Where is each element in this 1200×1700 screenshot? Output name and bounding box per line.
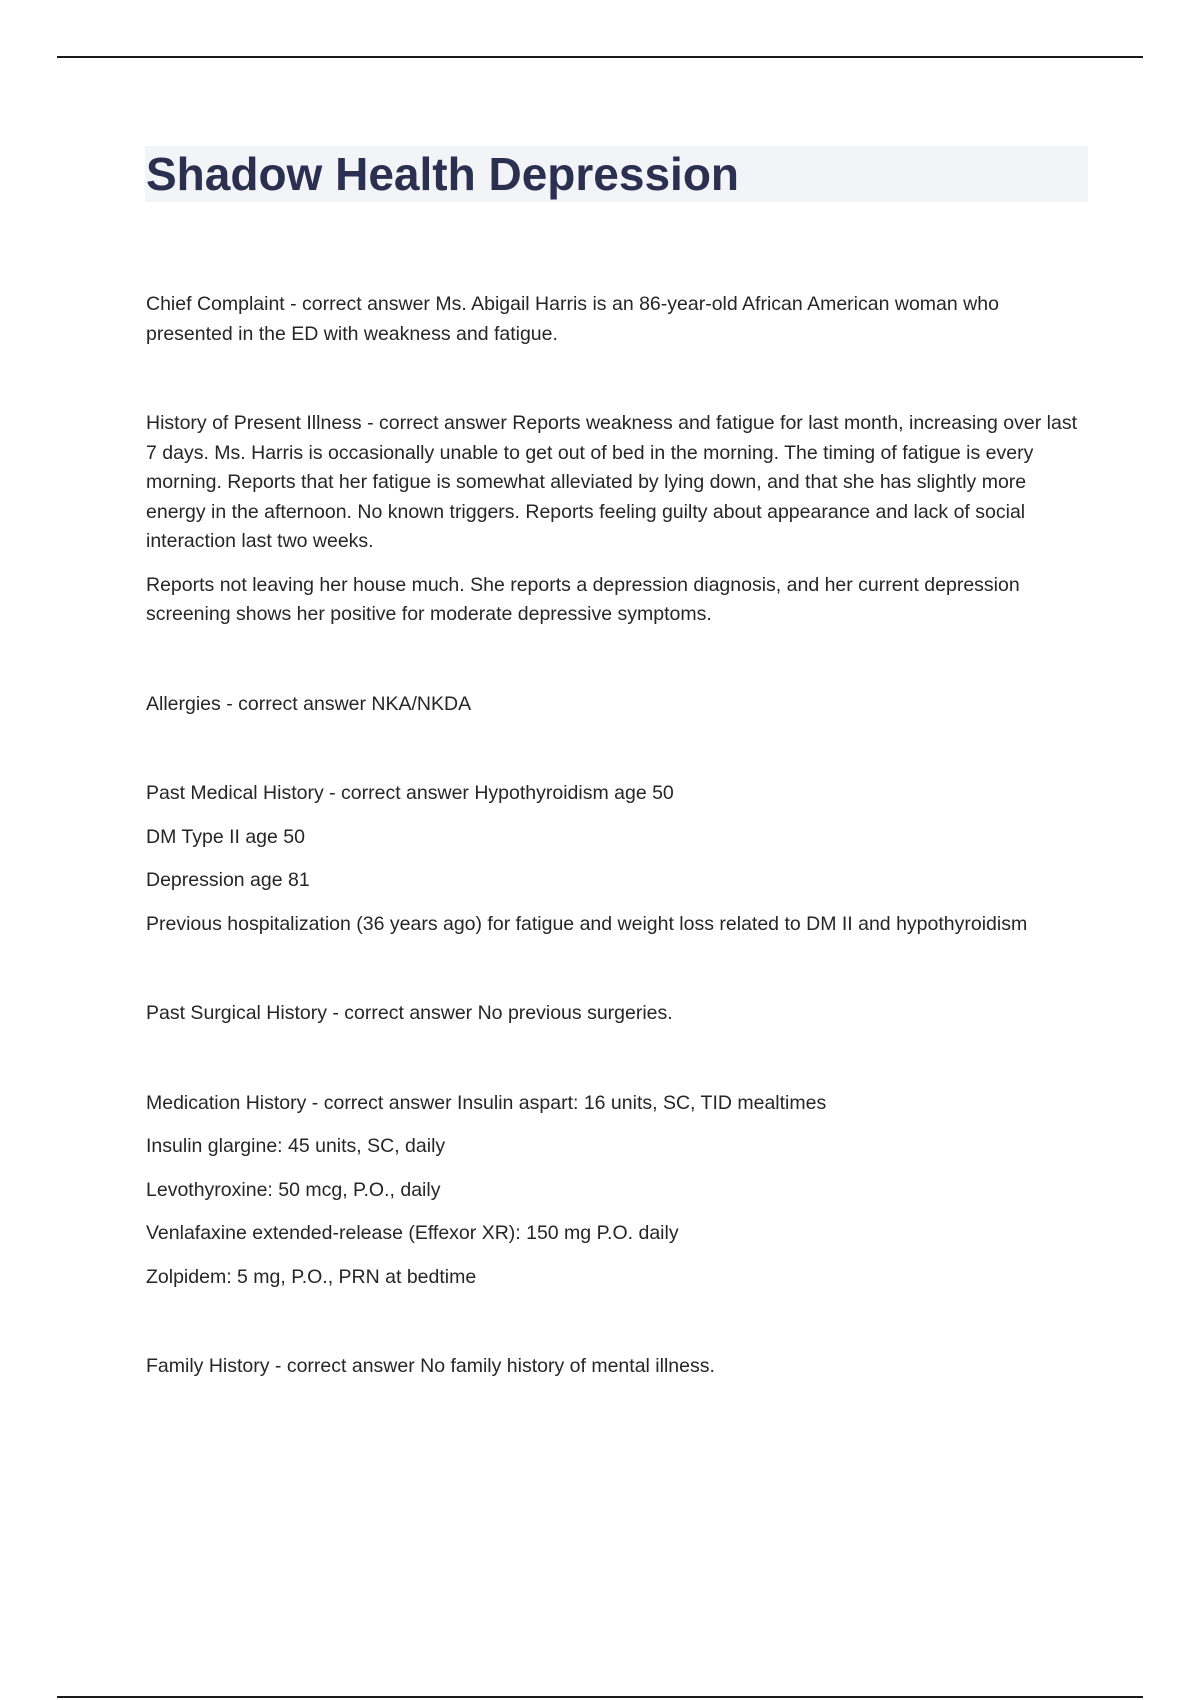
footer-rule (57, 1696, 1143, 1698)
pmh-item: DM Type II age 50 (146, 825, 305, 848)
pmh-item: Depression age 81 (146, 869, 310, 891)
section-past-medical-history (146, 779, 1081, 939)
section-allergies (146, 690, 1081, 720)
medication-item: Venlafaxine extended-release (Effexor XR): 150 mg P.O. daily (146, 1222, 679, 1244)
pmh-item: Past Medical History - correct answer Hypothyroidism age 50 (146, 782, 674, 804)
section-history-of-present-illness (146, 409, 1081, 630)
section-medication-history (146, 1089, 1081, 1293)
pmh-item: Previous hospitalization (36 years ago) for fatigue and weight loss related to DM II and hypothyroidism (146, 912, 1028, 935)
hpi-paragraph: History of Present Illness - correct answer Reports weakness and fatigue for last month, increasing over last 7 days. Ms. Harris is occasionally unable to get out of bed in the morning. The timing of fatigue is every morning. Reports that her fatigue is somewhat alleviated by lying down, and that she has slightly more energy in the afternoon. No known triggers. Reports feeling guilty about appearance and lack of social interaction last two weeks. (146, 412, 1077, 552)
family-history-text: Family History - correct answer No family history of mental illness. (146, 1355, 715, 1377)
hpi-paragraph: Reports not leaving her house much. She reports a depression diagnosis, and her current depression screening shows her positive for moderate depressive symptoms. (146, 573, 1020, 625)
chief-complaint-text: Chief Complaint - correct answer Ms. Abigail Harris is an 86-year-old African American woman who presented in the ED with weakness and fatigue. (146, 293, 999, 345)
medication-item: Zolpidem: 5 mg, P.O., PRN at bedtime (146, 1265, 477, 1288)
page-title: Shadow Health Depression (146, 148, 740, 200)
section-chief-complaint (146, 290, 1081, 349)
section-past-surgical-history (146, 999, 1081, 1029)
allergies-text: Allergies - correct answer NKA/NKDA (146, 692, 472, 715)
header-rule (57, 56, 1143, 58)
psh-text: Past Surgical History - correct answer No previous surgeries. (146, 1002, 673, 1024)
document-body (146, 290, 1081, 1442)
section-family-history (146, 1352, 1081, 1382)
medication-item: Insulin glargine: 45 units, SC, daily (146, 1135, 446, 1157)
medication-item: Levothyroxine: 50 mcg, P.O., daily (146, 1178, 441, 1201)
medication-item: Medication History - correct answer Insulin aspart: 16 units, SC, TID mealtimes (146, 1091, 827, 1114)
